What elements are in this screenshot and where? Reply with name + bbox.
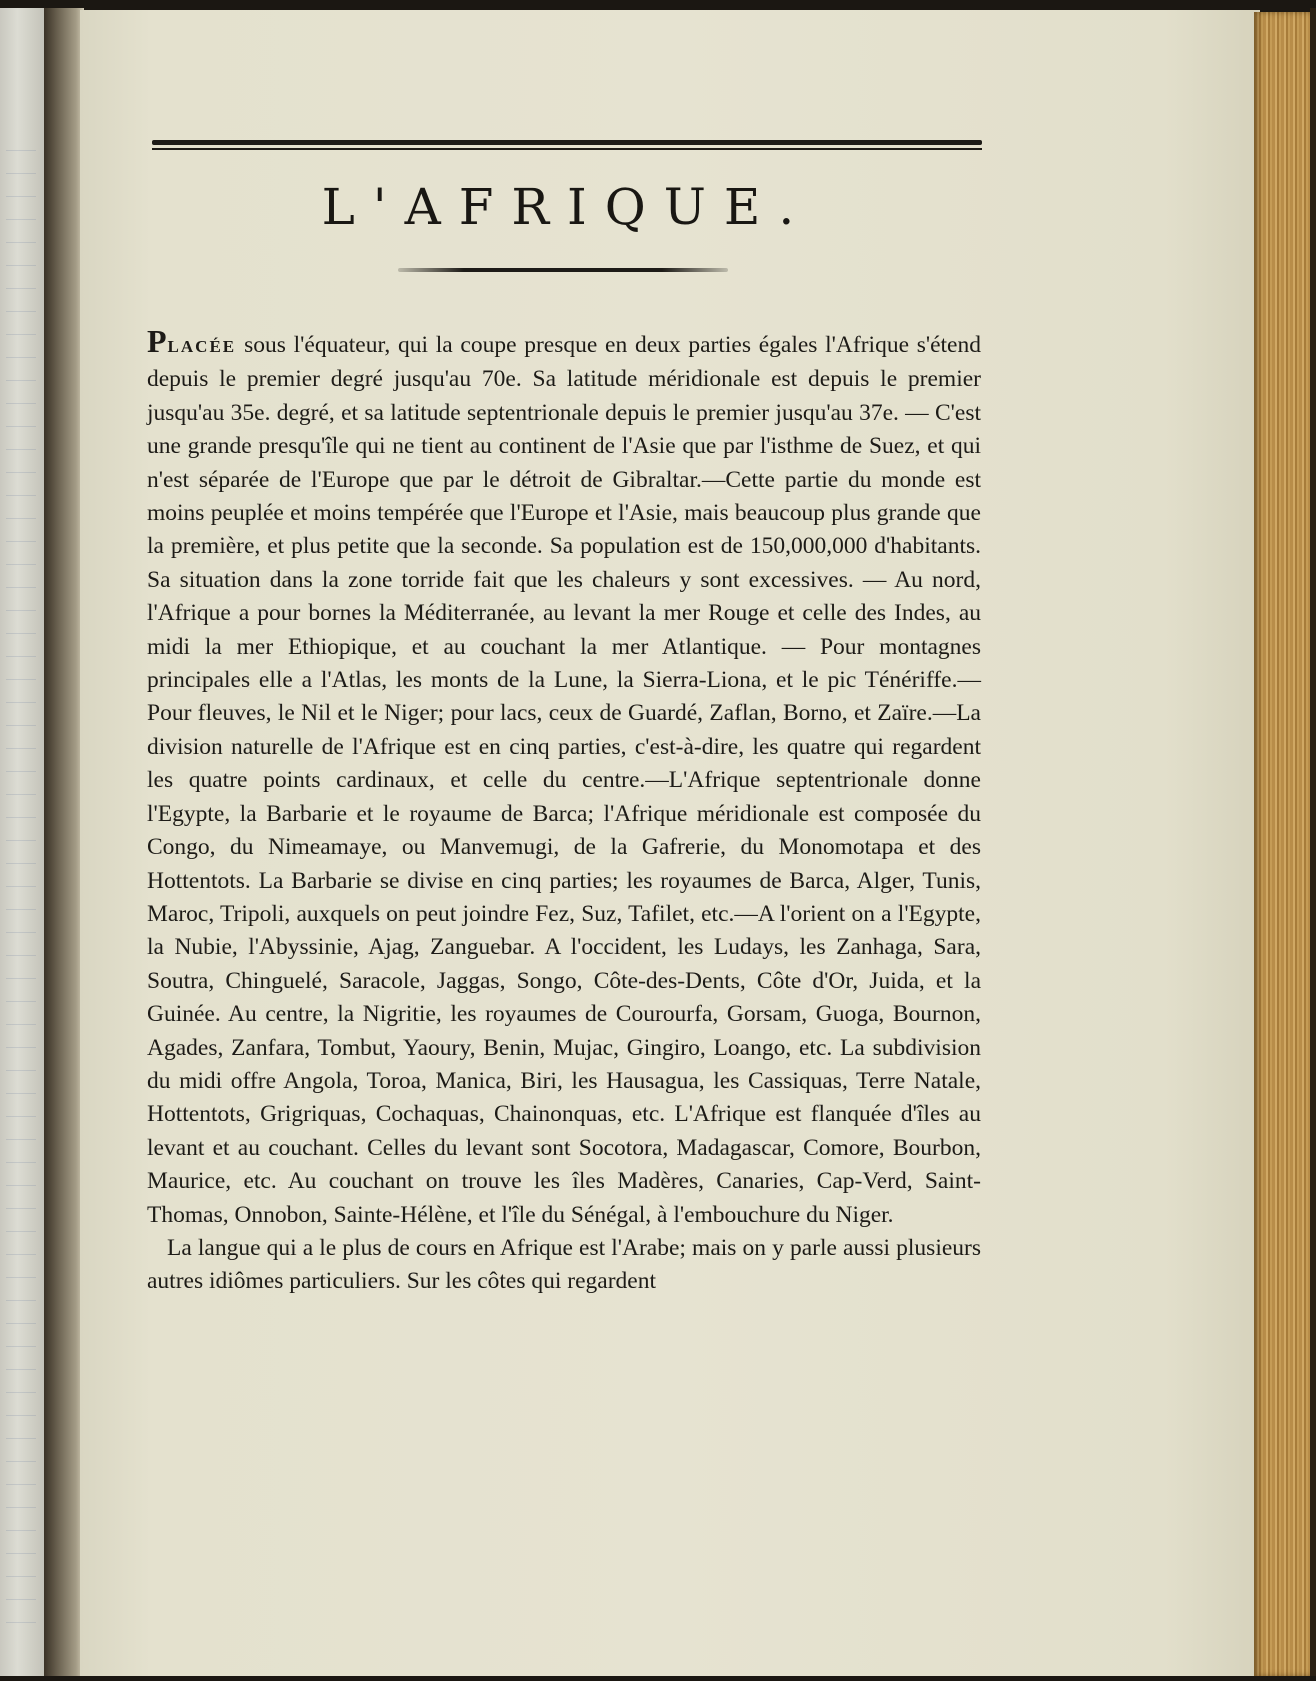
book-cover-edge xyxy=(1310,8,1316,1676)
opening-smallcaps: LACÉE xyxy=(167,337,237,356)
page-edges-stack xyxy=(1254,12,1316,1676)
paragraph-first-text: sous l'équateur, qui la coupe presque en deux parties égales l'Afrique s'étend depuis le premier degré jusqu'au 70e. Sa latitude méridionale est depuis le premier jusqu'au 35e. degré, et sa latitude septentrionale depuis le premier jusqu'au 37e. — C'est une grande presqu'île qui ne tient au continent de l'Asie que par l'isthme de Suez, et qui n'est séparée de l'Europe que par le détroit de Gibraltar.—Cette partie du monde est moins peuplée et moins tempérée que l'Europe et l'Asie, mais beaucoup plus grande que la première, et plus petite que la seconde. Sa population est de 150,000,000 d'habitants. Sa situation dans la zone torride fait que les chaleurs y sont excessives. — Au nord, l'Afrique a pour bornes la Méditerranée, au levant la mer Rouge et celle des Indes, au midi la mer Ethiopique, et au couchant la mer Atlantique. — Pour montagnes principales elle a l'Atlas, les monts de la Lune, la Sierra-Liona, et le pic Ténériffe.—Pour fleuves, le Nil et le Niger; pour lacs, ceux de Guardé, Zaflan, Borno, et Zaïre.—La division naturelle de l'Afrique est en cinq parties, c'est-à-dire, les quatre qui regardent les quatre points cardinaux, et celle du centre.—L'Afrique septentrionale donne l'Egypte, la Barbarie et le royaume de Barca; l'Afrique méridionale est composée du Congo, du Nimeamaye, ou Manvemugi, de la Gafrerie, du Monomotapa et des Hottentots. La Barbarie se divise en cinq parties; les royaumes de Barca, Alger, Tunis, Maroc, Tripoli, auxquels on peut joindre Fez, Suz, Tafilet, etc.—A l'orient on a l'Egypte, la Nubie, l'Abyssinie, Ajag, Zanguebar. A l'occident, les Ludays, les Zanhaga, Sara, Soutra, Chinguelé, Saracole, Jaggas, Songo, Côte-des-Dents, Côte d'Or, Juida, et la Guinée. Au centre, la Nigritie, les royaumes de Courourfa, Gorsam, Guoga, Bournon, Agades, Zanfara, Tombut, Yaoury, Benin, Mujac, Gingiro, Loango, etc. La subdivision du midi offre Angola, Toroa, Manica, Biri, les Hausagua, les Cassiquas, Terre Natale, Hottentots, Grigriquas, Cochaquas, Chainonquas, etc. L'Afrique est flanquée d'îles au levant et au couchant. Celles du levant sont Socotora, Madagascar, Comore, Bourbon, Maurice, etc. Au couchant on trouve les îles Madères, Canaries, Cap-Verd, Saint-Thomas, Onnobon, Sainte-Hélène, et l'île du Sénégal, à l'embouchure du Niger. xyxy=(147,332,981,1228)
header-double-rule xyxy=(152,140,982,145)
page-title: L'AFRIQUE. xyxy=(321,178,813,236)
title-underline-rule xyxy=(398,268,728,272)
body-text xyxy=(147,325,981,1299)
paragraph-second: La langue qui a le plus de cours en Afrique est l'Arabe; mais on y parle aussi plusieurs autres idiômes particuliers. Sur les côtes qui regardent xyxy=(147,1234,981,1295)
book-gutter xyxy=(44,8,84,1676)
facing-page-edge xyxy=(0,8,46,1676)
paragraph-first xyxy=(147,325,981,1232)
drop-cap: P xyxy=(147,323,168,359)
facing-page-ruling xyxy=(6,128,36,1628)
